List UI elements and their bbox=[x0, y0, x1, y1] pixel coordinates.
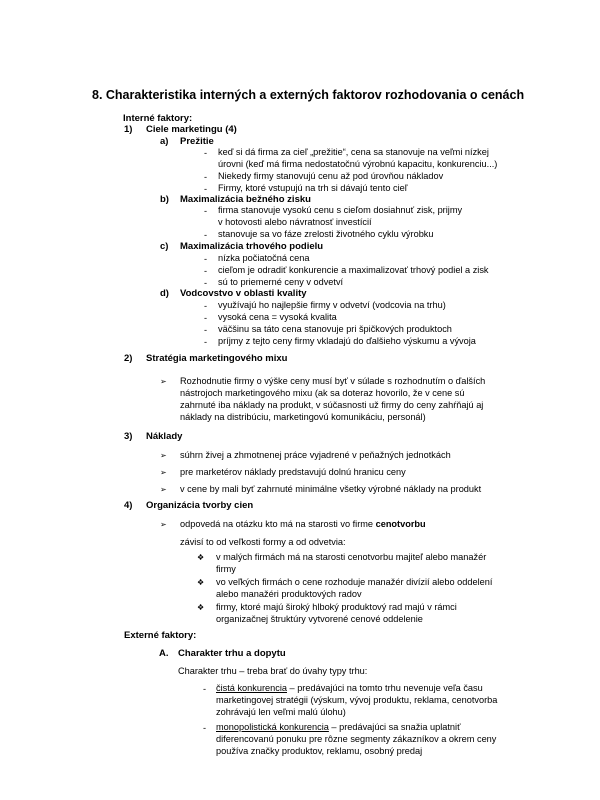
page-title: 8. Charakteristika interných a externých faktorov rozhodovania o cenách bbox=[92, 88, 525, 102]
subsection-c-letter: c) bbox=[160, 241, 169, 252]
subsection-a-heading: Prežitie bbox=[180, 136, 214, 147]
dash-bullet: - bbox=[203, 723, 207, 733]
list-item: v malých firmách má na starosti cenotvorbu majiteľ alebo manažér bbox=[216, 552, 487, 562]
list-item: používa značky produktov, reklamu, osobný predaj bbox=[216, 746, 423, 756]
arrow-bullet-icon: ➢ bbox=[160, 485, 167, 494]
arrow-bullet-icon: ➢ bbox=[160, 468, 167, 477]
list-item: príjmy z tejto ceny firmy vkladajú do ďalšieho výskumu a vývoja bbox=[218, 336, 476, 346]
list-item: firma stanovuje vysokú cenu s cieľom dosiahnuť zisk, prijmy bbox=[218, 205, 463, 215]
dash-bullet: - bbox=[204, 184, 208, 194]
list-item bbox=[180, 518, 426, 530]
paragraph-line: nástrojoch marketingového mixu (ak sa doteraz hovorilo, že v cene sú bbox=[180, 388, 465, 398]
diamond-bullet-icon: ❖ bbox=[197, 578, 205, 587]
sub-paragraph: závisí to od veľkosti formy a od odvetvia: bbox=[180, 537, 346, 547]
subsection-b-letter: b) bbox=[160, 194, 169, 205]
subsection-a-letter: a) bbox=[160, 136, 169, 147]
section-4-heading: Organizácia tvorby cien bbox=[146, 500, 254, 511]
paragraph-line: zahrnuté iba náklady na produkt, v súčasnosti už firmy do ceny zahŕňajú aj bbox=[180, 400, 484, 410]
list-item: diferencovanú ponuku pre rôzne segmenty zákazníkov a okrem ceny bbox=[216, 734, 497, 744]
internal-factors-heading: Interné faktory: bbox=[123, 113, 193, 124]
list-item: marketingovej stratégii (výskum, vývoj produktu, reklama, cenotvorba bbox=[216, 695, 498, 705]
dash-bullet: - bbox=[204, 206, 208, 216]
list-item bbox=[216, 682, 483, 694]
list-item: pre marketérov náklady predstavujú dolnú hranicu ceny bbox=[180, 467, 406, 477]
list-item: organizačnej štruktúry vytvorené cenové oddelenie bbox=[216, 614, 423, 624]
section-2-heading: Stratégia marketingového mixu bbox=[146, 353, 288, 364]
list-item: firmy, ktoré majú široký hlboký produktový rad majú v rámci bbox=[216, 602, 457, 612]
dash-bullet: - bbox=[204, 254, 208, 264]
subsection-d-heading: Vodcovstvo v oblasti kvality bbox=[180, 288, 307, 299]
list-item: cieľom je odradiť konkurencie a maximalizovať trhový podiel a zisk bbox=[218, 265, 489, 275]
section-1-heading: Ciele marketingu (4) bbox=[146, 124, 237, 135]
list-item bbox=[216, 721, 461, 733]
list-item: v cene by mali byť zahrnuté minimálne všetky výrobné náklady na produkt bbox=[180, 484, 482, 494]
arrow-bullet-icon: ➢ bbox=[160, 377, 167, 386]
section-2-number: 2) bbox=[124, 353, 133, 364]
dash-bullet: - bbox=[204, 172, 208, 182]
intro-line: Charakter trhu – treba brať do úvahy typy trhu: bbox=[178, 666, 368, 676]
term-description: – predávajúci sa snažia uplatniť bbox=[328, 722, 461, 732]
diamond-bullet-icon: ❖ bbox=[197, 603, 205, 612]
subsection-c-heading: Maximalizácia trhového podielu bbox=[180, 241, 324, 252]
list-item: firmy bbox=[216, 564, 236, 574]
dash-bullet: - bbox=[204, 301, 208, 311]
section-1-number: 1) bbox=[124, 124, 133, 135]
list-item: nízka počiatočná cena bbox=[218, 253, 310, 263]
dash-bullet: - bbox=[204, 278, 208, 288]
list-item: vysoká cena = vysoká kvalita bbox=[218, 312, 337, 322]
dash-bullet: - bbox=[204, 337, 208, 347]
list-item: úrovni (keď má firma nedostatočnú výrobnú kapacitu, konkurenciu...) bbox=[218, 159, 498, 169]
dash-bullet: - bbox=[204, 266, 208, 276]
dash-bullet: - bbox=[204, 148, 208, 158]
paragraph-line: Rozhodnutie firmy o výške ceny musí byť v súlade s rozhodnutím o ďalších bbox=[180, 376, 486, 386]
paragraph-line: náklady na distribúciu, marketingovú komunikáciu, personál) bbox=[180, 412, 426, 422]
term-monopolisticka-konkurencia: monopolistická konkurencia bbox=[216, 722, 329, 732]
external-factors-heading: Externé faktory: bbox=[124, 630, 197, 641]
dash-bullet: - bbox=[204, 313, 208, 323]
section-3-number: 3) bbox=[124, 431, 133, 442]
diamond-bullet-icon: ❖ bbox=[197, 553, 205, 562]
section-a-heading: Charakter trhu a dopytu bbox=[178, 648, 286, 659]
list-item: väčšinu sa táto cena stanovuje pri špičkových produktoch bbox=[218, 324, 452, 334]
subsection-d-letter: d) bbox=[160, 288, 169, 299]
section-4-number: 4) bbox=[124, 500, 133, 511]
list-item: Niekedy firmy stanovujú cenu až pod úrovňou nákladov bbox=[218, 171, 444, 181]
list-item: keď si dá firma za cieľ „prežitie“, cena sa stanovuje na veľmi nízkej bbox=[218, 147, 489, 157]
dash-bullet: - bbox=[204, 325, 208, 335]
list-item: využívajú ho najlepšie firmy v odvetví (vodcovia na trhu) bbox=[218, 300, 446, 310]
list-item: stanovuje sa vo fáze zrelosti životného cyklu výrobku bbox=[218, 229, 434, 239]
arrow-bullet-icon: ➢ bbox=[160, 520, 167, 529]
arrow-bullet-icon: ➢ bbox=[160, 451, 167, 460]
section-3-heading: Náklady bbox=[146, 431, 183, 442]
list-item: vo veľkých firmách o cene rozhoduje manažér divízií alebo oddelení bbox=[216, 577, 493, 587]
list-item: zohrávajú len veľmi malú úlohu) bbox=[216, 707, 346, 717]
list-item-text: odpovedá na otázku kto má na starosti vo firme bbox=[180, 519, 376, 529]
dash-bullet: - bbox=[203, 684, 207, 694]
list-item: sú to priemerné ceny v odvetví bbox=[218, 277, 344, 287]
cenotvorbu-bold: cenotvorbu bbox=[375, 519, 426, 529]
list-item: Firmy, ktoré vstupujú na trh si dávajú tento cieľ bbox=[218, 183, 408, 193]
section-a-letter: A. bbox=[159, 648, 169, 659]
subsection-b-heading: Maximalizácia bežného zisku bbox=[180, 194, 311, 205]
term-cista-konkurencia: čistá konkurencia bbox=[216, 683, 287, 693]
list-item: súhrn živej a zhmotnenej práce vyjadrené v peňažných jednotkách bbox=[180, 450, 451, 460]
dash-bullet: - bbox=[204, 230, 208, 240]
term-description: – predávajúci na tomto trhu nevenuje veľa času bbox=[286, 683, 483, 693]
list-item: alebo manažéri produktových radov bbox=[216, 589, 362, 599]
list-item: v hotovosti alebo návratnosť investícií bbox=[218, 217, 372, 227]
